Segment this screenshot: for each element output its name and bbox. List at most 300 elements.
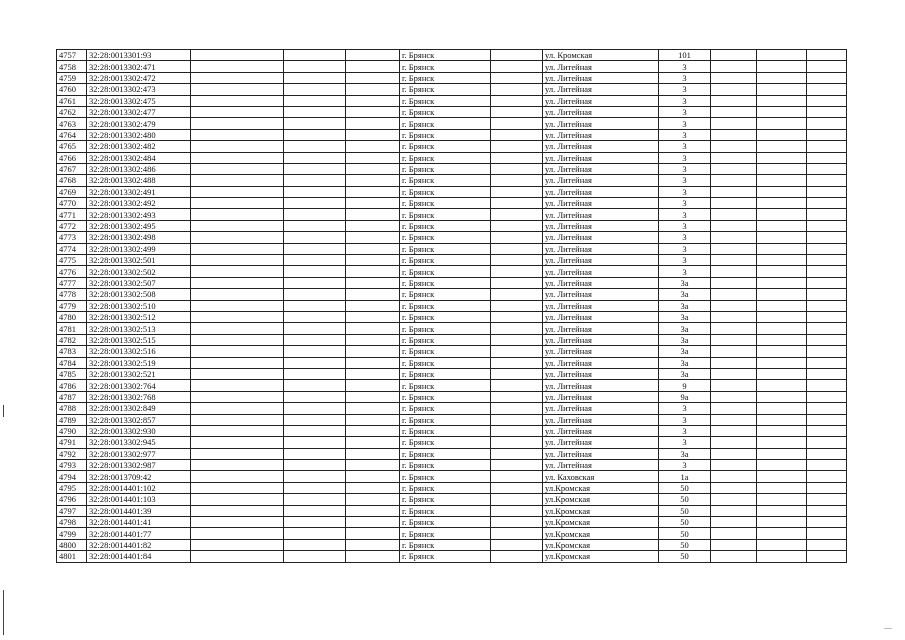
cadastral-number: 32:28:0014401:84: [87, 551, 191, 562]
empty-cell: [711, 95, 757, 106]
empty-cell: [191, 277, 284, 288]
street-cell: ул.Кромская: [543, 505, 659, 516]
empty-cell: [284, 220, 346, 231]
empty-cell: [284, 50, 346, 61]
empty-cell: [284, 243, 346, 254]
empty-cell: [711, 118, 757, 129]
empty-cell: [346, 551, 400, 562]
table-row: [57, 471, 847, 482]
empty-cell: [491, 141, 543, 152]
cadastral-number: 32:28:0013302:510: [87, 300, 191, 311]
empty-cell: [284, 403, 346, 414]
empty-cell: [284, 551, 346, 562]
table-row: [57, 175, 847, 186]
empty-cell: [346, 186, 400, 197]
empty-cell: [807, 448, 847, 459]
empty-cell: [757, 84, 807, 95]
cadastral-number: 32:28:0013302:512: [87, 311, 191, 322]
empty-cell: [807, 323, 847, 334]
empty-cell: [346, 471, 400, 482]
empty-cell: [757, 72, 807, 83]
cadastral-number: 32:28:0013302:471: [87, 61, 191, 72]
empty-cell: [346, 357, 400, 368]
city-cell: г. Брянск: [400, 539, 491, 550]
city-cell: г. Брянск: [400, 186, 491, 197]
cadastral-number: 32:28:0013302:501: [87, 255, 191, 266]
table-row: [57, 346, 847, 357]
table-row: [57, 368, 847, 379]
street-cell: ул. Литейная: [543, 61, 659, 72]
cadastral-number: 32:28:0013302:768: [87, 391, 191, 402]
empty-cell: [284, 141, 346, 152]
empty-cell: [711, 437, 757, 448]
empty-cell: [491, 368, 543, 379]
scan-edge-mark: [3, 405, 4, 417]
empty-cell: [757, 175, 807, 186]
empty-cell: [284, 425, 346, 436]
empty-cell: [757, 460, 807, 471]
street-cell: ул. Каховская: [543, 471, 659, 482]
record-number: 4771: [57, 209, 87, 220]
empty-cell: [191, 266, 284, 277]
empty-cell: [711, 255, 757, 266]
empty-cell: [807, 129, 847, 140]
empty-cell: [711, 61, 757, 72]
city-cell: г. Брянск: [400, 289, 491, 300]
city-cell: г. Брянск: [400, 437, 491, 448]
cadastral-number: 32:28:0014401:102: [87, 482, 191, 493]
empty-cell: [807, 391, 847, 402]
cadastral-number: 32:28:0013302:484: [87, 152, 191, 163]
empty-cell: [346, 95, 400, 106]
table-row: [57, 289, 847, 300]
empty-cell: [191, 425, 284, 436]
cadastral-number: 32:28:0013301:93: [87, 50, 191, 61]
empty-cell: [807, 300, 847, 311]
empty-cell: [346, 528, 400, 539]
house-number-cell: 3а: [659, 311, 711, 322]
cadastral-number: 32:28:0013302:977: [87, 448, 191, 459]
record-number: 4777: [57, 277, 87, 288]
empty-cell: [346, 539, 400, 550]
scan-edge-mark: [3, 590, 4, 635]
empty-cell: [757, 232, 807, 243]
empty-cell: [757, 220, 807, 231]
empty-cell: [807, 95, 847, 106]
empty-cell: [491, 50, 543, 61]
house-number-cell: 3: [659, 163, 711, 174]
empty-cell: [284, 323, 346, 334]
empty-cell: [284, 414, 346, 425]
cadastral-number: 32:28:0013302:502: [87, 266, 191, 277]
empty-cell: [284, 460, 346, 471]
empty-cell: [757, 198, 807, 209]
empty-cell: [346, 175, 400, 186]
record-number: 4778: [57, 289, 87, 300]
empty-cell: [807, 505, 847, 516]
house-number-cell: 3: [659, 106, 711, 117]
empty-cell: [346, 50, 400, 61]
empty-cell: [807, 482, 847, 493]
record-number: 4786: [57, 380, 87, 391]
cadastral-number: 32:28:0013302:930: [87, 425, 191, 436]
street-cell: ул. Литейная: [543, 220, 659, 231]
city-cell: г. Брянск: [400, 425, 491, 436]
empty-cell: [807, 380, 847, 391]
empty-cell: [491, 437, 543, 448]
empty-cell: [711, 448, 757, 459]
empty-cell: [346, 380, 400, 391]
house-number-cell: 3: [659, 152, 711, 163]
house-number-cell: 3а: [659, 346, 711, 357]
empty-cell: [191, 471, 284, 482]
house-number-cell: 3а: [659, 289, 711, 300]
empty-cell: [191, 232, 284, 243]
empty-cell: [807, 425, 847, 436]
empty-cell: [757, 357, 807, 368]
empty-cell: [191, 84, 284, 95]
street-cell: ул. Литейная: [543, 368, 659, 379]
empty-cell: [284, 198, 346, 209]
empty-cell: [491, 482, 543, 493]
empty-cell: [807, 198, 847, 209]
empty-cell: [711, 266, 757, 277]
cadastral-number: 32:28:0013302:492: [87, 198, 191, 209]
scan-speck: [884, 628, 892, 629]
cadastral-number: 32:28:0014401:39: [87, 505, 191, 516]
cadastral-number: 32:28:0013302:479: [87, 118, 191, 129]
street-cell: ул. Литейная: [543, 437, 659, 448]
empty-cell: [346, 368, 400, 379]
table-row: [57, 425, 847, 436]
street-cell: ул. Кромская: [543, 50, 659, 61]
empty-cell: [711, 517, 757, 528]
table-row: [57, 186, 847, 197]
empty-cell: [757, 289, 807, 300]
cadastral-number: 32:28:0013302:480: [87, 129, 191, 140]
record-number: 4801: [57, 551, 87, 562]
empty-cell: [191, 414, 284, 425]
empty-cell: [191, 539, 284, 550]
empty-cell: [757, 391, 807, 402]
empty-cell: [711, 539, 757, 550]
table-row: [57, 494, 847, 505]
house-number-cell: 50: [659, 539, 711, 550]
empty-cell: [346, 289, 400, 300]
empty-cell: [757, 323, 807, 334]
street-cell: ул. Литейная: [543, 118, 659, 129]
city-cell: г. Брянск: [400, 403, 491, 414]
empty-cell: [346, 448, 400, 459]
empty-cell: [491, 118, 543, 129]
table-row: [57, 95, 847, 106]
empty-cell: [284, 266, 346, 277]
empty-cell: [284, 391, 346, 402]
table-row: [57, 255, 847, 266]
empty-cell: [284, 84, 346, 95]
record-number: 4767: [57, 163, 87, 174]
empty-cell: [491, 494, 543, 505]
empty-cell: [491, 539, 543, 550]
empty-cell: [491, 163, 543, 174]
empty-cell: [807, 232, 847, 243]
empty-cell: [757, 403, 807, 414]
empty-cell: [807, 72, 847, 83]
empty-cell: [757, 437, 807, 448]
empty-cell: [284, 494, 346, 505]
table-row: [57, 391, 847, 402]
house-number-cell: 3а: [659, 448, 711, 459]
empty-cell: [491, 152, 543, 163]
empty-cell: [807, 346, 847, 357]
empty-cell: [191, 95, 284, 106]
city-cell: г. Брянск: [400, 220, 491, 231]
empty-cell: [191, 311, 284, 322]
city-cell: г. Брянск: [400, 346, 491, 357]
empty-cell: [346, 106, 400, 117]
house-number-cell: 3а: [659, 368, 711, 379]
city-cell: г. Брянск: [400, 50, 491, 61]
street-cell: ул. Литейная: [543, 391, 659, 402]
empty-cell: [711, 528, 757, 539]
table-row: [57, 403, 847, 414]
empty-cell: [711, 175, 757, 186]
empty-cell: [807, 334, 847, 345]
cadastral-number: 32:28:0013302:516: [87, 346, 191, 357]
empty-cell: [191, 50, 284, 61]
empty-cell: [757, 129, 807, 140]
empty-cell: [711, 403, 757, 414]
record-number: 4798: [57, 517, 87, 528]
cadastral-number: 32:28:0013302:849: [87, 403, 191, 414]
empty-cell: [807, 437, 847, 448]
house-number-cell: 3: [659, 425, 711, 436]
empty-cell: [757, 482, 807, 493]
house-number-cell: 50: [659, 528, 711, 539]
record-number: 4774: [57, 243, 87, 254]
empty-cell: [491, 311, 543, 322]
empty-cell: [757, 277, 807, 288]
empty-cell: [757, 414, 807, 425]
record-number: 4765: [57, 141, 87, 152]
house-number-cell: 3: [659, 255, 711, 266]
record-number: 4769: [57, 186, 87, 197]
cadastral-number: 32:28:0013302:495: [87, 220, 191, 231]
record-number: 4799: [57, 528, 87, 539]
empty-cell: [191, 118, 284, 129]
table-row: [57, 505, 847, 516]
empty-cell: [711, 505, 757, 516]
city-cell: г. Брянск: [400, 448, 491, 459]
street-cell: ул. Литейная: [543, 323, 659, 334]
table-row: [57, 50, 847, 61]
table-row: [57, 448, 847, 459]
empty-cell: [757, 425, 807, 436]
empty-cell: [807, 186, 847, 197]
empty-cell: [807, 175, 847, 186]
empty-cell: [757, 152, 807, 163]
empty-cell: [284, 106, 346, 117]
empty-cell: [711, 357, 757, 368]
record-number: 4793: [57, 460, 87, 471]
record-number: 4788: [57, 403, 87, 414]
table-row: [57, 323, 847, 334]
city-cell: г. Брянск: [400, 209, 491, 220]
empty-cell: [711, 323, 757, 334]
empty-cell: [191, 152, 284, 163]
empty-cell: [807, 118, 847, 129]
cadastral-number: 32:28:0013302:987: [87, 460, 191, 471]
house-number-cell: 3а: [659, 277, 711, 288]
street-cell: ул. Литейная: [543, 460, 659, 471]
empty-cell: [711, 243, 757, 254]
street-cell: ул. Литейная: [543, 198, 659, 209]
house-number-cell: 3: [659, 414, 711, 425]
empty-cell: [711, 129, 757, 140]
empty-cell: [491, 72, 543, 83]
empty-cell: [191, 163, 284, 174]
cadastral-number: 32:28:0013302:507: [87, 277, 191, 288]
empty-cell: [284, 368, 346, 379]
record-number: 4775: [57, 255, 87, 266]
empty-cell: [191, 61, 284, 72]
record-number: 4763: [57, 118, 87, 129]
table-row: [57, 266, 847, 277]
street-cell: ул. Литейная: [543, 163, 659, 174]
empty-cell: [346, 61, 400, 72]
house-number-cell: 3: [659, 61, 711, 72]
empty-cell: [757, 539, 807, 550]
empty-cell: [711, 460, 757, 471]
empty-cell: [191, 141, 284, 152]
city-cell: г. Брянск: [400, 72, 491, 83]
empty-cell: [284, 289, 346, 300]
empty-cell: [711, 482, 757, 493]
empty-cell: [711, 311, 757, 322]
empty-cell: [711, 84, 757, 95]
cadastral-number: 32:28:0013302:521: [87, 368, 191, 379]
table-row: [57, 437, 847, 448]
record-number: 4792: [57, 448, 87, 459]
city-cell: г. Брянск: [400, 232, 491, 243]
house-number-cell: 3: [659, 232, 711, 243]
city-cell: г. Брянск: [400, 163, 491, 174]
table-row: [57, 380, 847, 391]
record-number: 4764: [57, 129, 87, 140]
cadastral-number: 32:28:0013302:472: [87, 72, 191, 83]
empty-cell: [711, 72, 757, 83]
empty-cell: [191, 368, 284, 379]
empty-cell: [346, 72, 400, 83]
empty-cell: [491, 289, 543, 300]
house-number-cell: 3: [659, 209, 711, 220]
city-cell: г. Брянск: [400, 357, 491, 368]
empty-cell: [491, 551, 543, 562]
city-cell: г. Брянск: [400, 414, 491, 425]
city-cell: г. Брянск: [400, 323, 491, 334]
empty-cell: [284, 300, 346, 311]
empty-cell: [711, 277, 757, 288]
city-cell: г. Брянск: [400, 471, 491, 482]
empty-cell: [346, 403, 400, 414]
city-cell: г. Брянск: [400, 61, 491, 72]
city-cell: г. Брянск: [400, 277, 491, 288]
empty-cell: [191, 220, 284, 231]
record-number: 4783: [57, 346, 87, 357]
table-row: [57, 311, 847, 322]
empty-cell: [711, 471, 757, 482]
empty-cell: [491, 95, 543, 106]
cadastral-number: 32:28:0013302:488: [87, 175, 191, 186]
empty-cell: [284, 72, 346, 83]
empty-cell: [191, 334, 284, 345]
empty-cell: [346, 334, 400, 345]
house-number-cell: 3а: [659, 357, 711, 368]
empty-cell: [284, 175, 346, 186]
empty-cell: [491, 380, 543, 391]
empty-cell: [346, 323, 400, 334]
empty-cell: [757, 141, 807, 152]
empty-cell: [284, 163, 346, 174]
table-row: [57, 414, 847, 425]
table-row: [57, 152, 847, 163]
empty-cell: [757, 380, 807, 391]
record-number: 4787: [57, 391, 87, 402]
house-number-cell: 3: [659, 266, 711, 277]
empty-cell: [807, 357, 847, 368]
empty-cell: [711, 494, 757, 505]
street-cell: ул. Литейная: [543, 311, 659, 322]
empty-cell: [284, 380, 346, 391]
empty-cell: [807, 50, 847, 61]
empty-cell: [807, 528, 847, 539]
empty-cell: [757, 300, 807, 311]
empty-cell: [191, 528, 284, 539]
empty-cell: [757, 494, 807, 505]
table-row: [57, 517, 847, 528]
empty-cell: [757, 61, 807, 72]
empty-cell: [491, 471, 543, 482]
empty-cell: [807, 403, 847, 414]
empty-cell: [757, 255, 807, 266]
empty-cell: [346, 391, 400, 402]
empty-cell: [757, 266, 807, 277]
empty-cell: [491, 517, 543, 528]
city-cell: г. Брянск: [400, 243, 491, 254]
empty-cell: [807, 243, 847, 254]
house-number-cell: 3: [659, 84, 711, 95]
empty-cell: [757, 505, 807, 516]
house-number-cell: 3а: [659, 323, 711, 334]
empty-cell: [757, 95, 807, 106]
table-row: [57, 220, 847, 231]
table-row: [57, 460, 847, 471]
empty-cell: [346, 220, 400, 231]
record-number: 4759: [57, 72, 87, 83]
empty-cell: [757, 346, 807, 357]
empty-cell: [191, 357, 284, 368]
city-cell: г. Брянск: [400, 368, 491, 379]
empty-cell: [284, 95, 346, 106]
empty-cell: [807, 255, 847, 266]
empty-cell: [191, 175, 284, 186]
street-cell: ул.Кромская: [543, 517, 659, 528]
street-cell: ул. Литейная: [543, 357, 659, 368]
register-table: [56, 49, 847, 563]
empty-cell: [757, 448, 807, 459]
street-cell: ул. Литейная: [543, 300, 659, 311]
city-cell: г. Брянск: [400, 482, 491, 493]
